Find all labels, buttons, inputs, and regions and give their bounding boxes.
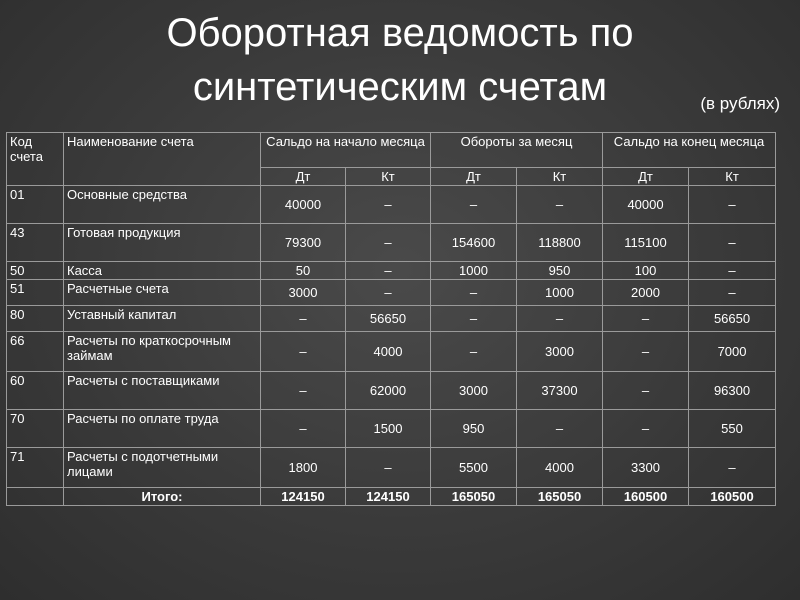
cell-value: – <box>261 372 346 410</box>
account-code: 43 <box>7 224 64 262</box>
header-opening: Сальдо на начало месяца <box>261 133 431 168</box>
total-code-empty <box>7 488 64 506</box>
cell-value: 100 <box>603 262 689 280</box>
total-value: 160500 <box>689 488 776 506</box>
cell-value: – <box>689 262 776 280</box>
cell-value: 3000 <box>261 280 346 306</box>
cell-value: 550 <box>689 410 776 448</box>
cell-value: – <box>346 186 431 224</box>
header-closing-kt: Кт <box>689 168 776 186</box>
header-row <box>7 133 776 168</box>
table-row <box>7 280 776 306</box>
total-label: Итого: <box>64 488 261 506</box>
header-closing-dt: Дт <box>603 168 689 186</box>
cell-value: 3000 <box>517 332 603 372</box>
account-name: Расчеты с поставщиками <box>64 372 261 410</box>
account-code: 01 <box>7 186 64 224</box>
account-code: 80 <box>7 306 64 332</box>
account-code: 66 <box>7 332 64 372</box>
table-row <box>7 372 776 410</box>
cell-value: 1500 <box>346 410 431 448</box>
cell-value: – <box>431 186 517 224</box>
cell-value: 2000 <box>603 280 689 306</box>
cell-value: – <box>431 306 517 332</box>
total-row <box>7 488 776 506</box>
account-name: Расчеты по оплате труда <box>64 410 261 448</box>
table-row <box>7 224 776 262</box>
total-value: 165050 <box>431 488 517 506</box>
cell-value: 7000 <box>689 332 776 372</box>
header-turnover-kt: Кт <box>517 168 603 186</box>
cell-value: – <box>603 372 689 410</box>
cell-value: 950 <box>517 262 603 280</box>
cell-value: 4000 <box>517 448 603 488</box>
cell-value: 56650 <box>689 306 776 332</box>
total-value: 124150 <box>346 488 431 506</box>
header-turnover: Обороты за месяц <box>431 133 603 168</box>
table-row <box>7 448 776 488</box>
cell-value: 950 <box>431 410 517 448</box>
cell-value: – <box>431 332 517 372</box>
cell-value: 3300 <box>603 448 689 488</box>
cell-value: 4000 <box>346 332 431 372</box>
cell-value: – <box>517 186 603 224</box>
table-row <box>7 262 776 280</box>
cell-value: 62000 <box>346 372 431 410</box>
cell-value: – <box>346 448 431 488</box>
cell-value: 96300 <box>689 372 776 410</box>
account-code: 71 <box>7 448 64 488</box>
slide-title <box>0 0 800 114</box>
cell-value: – <box>346 280 431 306</box>
cell-value: – <box>431 280 517 306</box>
cell-value: – <box>689 186 776 224</box>
cell-value: 50 <box>261 262 346 280</box>
account-name: Расчеты по краткосрочным займам <box>64 332 261 372</box>
account-name: Уставный капитал <box>64 306 261 332</box>
cell-value: – <box>689 448 776 488</box>
cell-value: 37300 <box>517 372 603 410</box>
header-name: Наименование счета <box>64 133 261 186</box>
cell-value: 118800 <box>517 224 603 262</box>
account-name: Расчетные счета <box>64 280 261 306</box>
cell-value: – <box>603 306 689 332</box>
cell-value: – <box>603 332 689 372</box>
cell-value: 40000 <box>261 186 346 224</box>
cell-value: – <box>346 262 431 280</box>
header-opening-dt: Дт <box>261 168 346 186</box>
total-value: 160500 <box>603 488 689 506</box>
cell-value: 1000 <box>431 262 517 280</box>
account-name: Расчеты с подотчетными лицами <box>64 448 261 488</box>
title-line-2: синтетическим счетам <box>192 65 608 109</box>
cell-value: – <box>517 306 603 332</box>
cell-value: – <box>689 224 776 262</box>
cell-value: 154600 <box>431 224 517 262</box>
table-row <box>7 332 776 372</box>
header-closing: Сальдо на конец месяца <box>603 133 776 168</box>
account-name: Касса <box>64 262 261 280</box>
cell-value: – <box>603 410 689 448</box>
cell-value: – <box>261 410 346 448</box>
account-code: 60 <box>7 372 64 410</box>
header-opening-kt: Кт <box>346 168 431 186</box>
cell-value: 56650 <box>346 306 431 332</box>
cell-value: – <box>261 332 346 372</box>
header-turnover-dt: Дт <box>431 168 517 186</box>
title-line-1: Оборотная ведомость по <box>166 11 634 55</box>
turnover-table <box>6 132 776 506</box>
account-name: Готовая продукция <box>64 224 261 262</box>
cell-value: 1000 <box>517 280 603 306</box>
total-value: 124150 <box>261 488 346 506</box>
cell-value: 3000 <box>431 372 517 410</box>
table-row <box>7 410 776 448</box>
cell-value: 1800 <box>261 448 346 488</box>
cell-value: – <box>261 306 346 332</box>
cell-value: 115100 <box>603 224 689 262</box>
units-note: (в рублях) <box>700 94 780 113</box>
cell-value: – <box>346 224 431 262</box>
header-code: Код счета <box>7 133 64 186</box>
cell-value: 5500 <box>431 448 517 488</box>
account-code: 70 <box>7 410 64 448</box>
cell-value: 40000 <box>603 186 689 224</box>
total-value: 165050 <box>517 488 603 506</box>
account-name: Основные средства <box>64 186 261 224</box>
cell-value: – <box>517 410 603 448</box>
cell-value: 79300 <box>261 224 346 262</box>
cell-value: – <box>689 280 776 306</box>
account-code: 50 <box>7 262 64 280</box>
table-row <box>7 186 776 224</box>
account-code: 51 <box>7 280 64 306</box>
table-row <box>7 306 776 332</box>
